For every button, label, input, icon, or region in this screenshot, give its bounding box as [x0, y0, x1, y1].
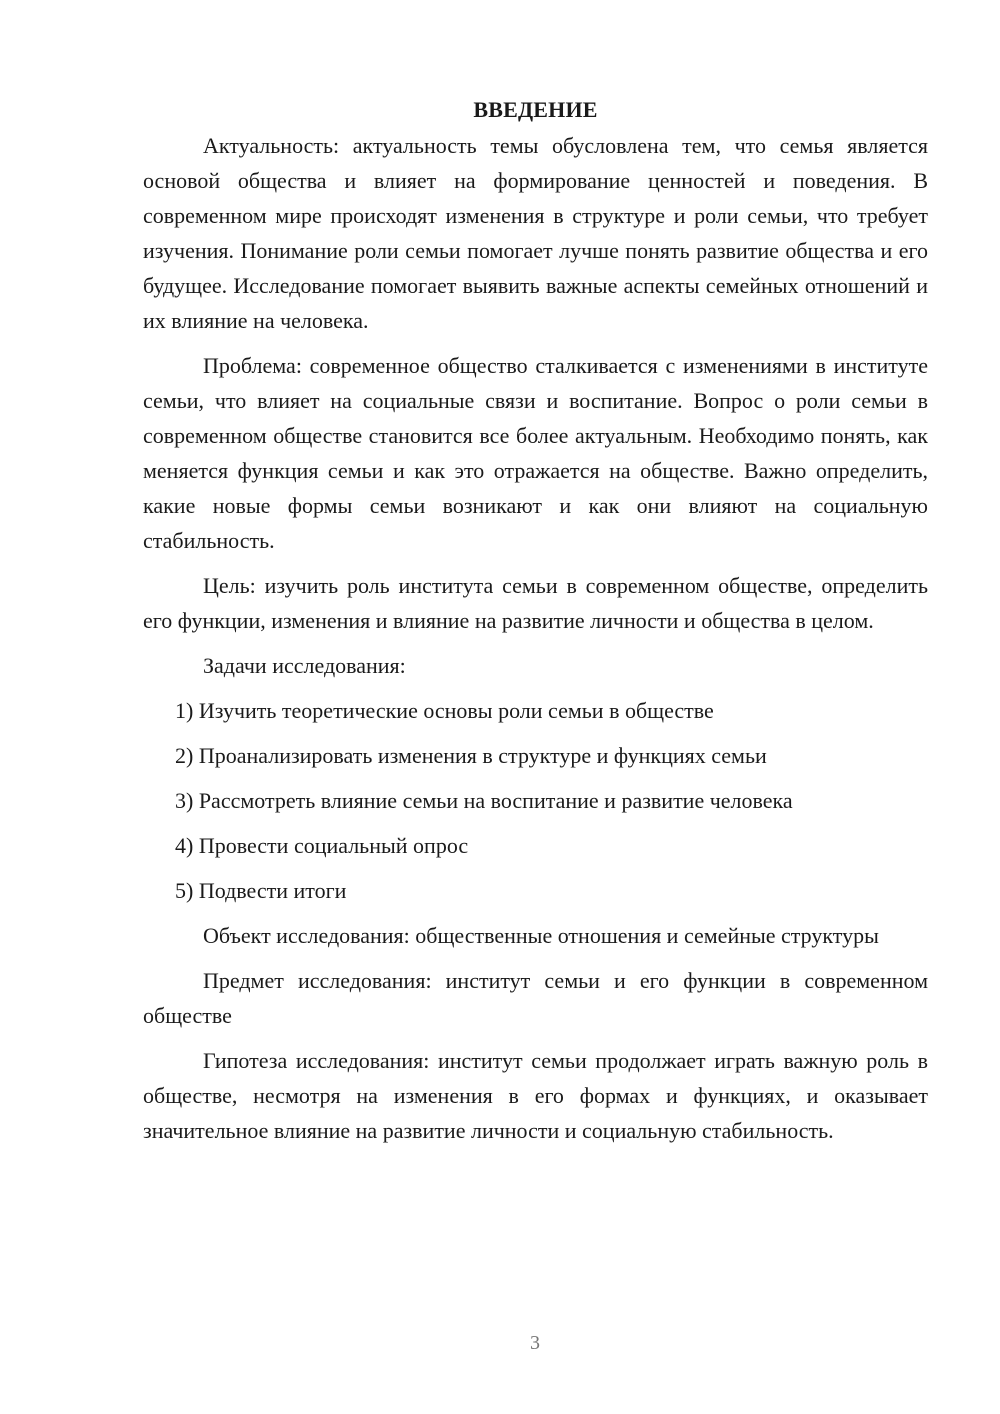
page-title: ВВЕДЕНИЕ: [473, 97, 598, 122]
goal-paragraph: Цель: изучить роль института семьи в современном обществе, определить его функции, изменения и влияние на развитие личности и общества в целом.: [143, 573, 928, 633]
tasks-list: [143, 693, 928, 908]
object-paragraph: Объект исследования: общественные отношения и семейные структуры: [203, 923, 879, 948]
task-item: 2) Проанализировать изменения в структуре и функциях семьи: [175, 743, 767, 768]
task-item: 1) Изучить теоретические основы роли семьи в обществе: [175, 698, 714, 723]
task-item: 4) Провести социальный опрос: [175, 833, 469, 858]
task-item: 3) Рассмотреть влияние семьи на воспитание и развитие человека: [175, 788, 793, 813]
page-number: 3: [530, 1332, 540, 1354]
subject-paragraph: Предмет исследования: институт семьи и его функции в современном обществе: [143, 968, 928, 1028]
task-item: 5) Подвести итоги: [175, 878, 347, 903]
tasks-label: Задачи исследования:: [203, 653, 406, 678]
relevance-paragraph: Актуальность: актуальность темы обусловлена тем, что семья является основой общества и влияет на формирование ценностей и поведения. В современном мире происходят изменения в структуре и роли семьи, что требует изучения. Понимание роли семьи помогает лучше понять развитие общества и его будущее. Исследование помогает выявить важные аспекты семейных отношений и их влияние на человека.: [143, 133, 928, 333]
page-content: [143, 92, 928, 1158]
hypothesis-paragraph: Гипотеза исследования: институт семьи продолжает играть важную роль в обществе, несмотря на изменения в его формах и функциях, и оказывает значительное влияние на развитие личности и социальную стабильность.: [143, 1048, 928, 1143]
problem-paragraph: Проблема: современное общество сталкивается с изменениями в институте семьи, что влияет на социальные связи и воспитание. Вопрос о роли семьи в современном обществе становится все более актуальным. Необходимо понять, как меняется функция семьи и как это отражается на обществе. Важно определить, какие новые формы семьи возникают и как они влияют на социальную стабильность.: [143, 353, 928, 553]
